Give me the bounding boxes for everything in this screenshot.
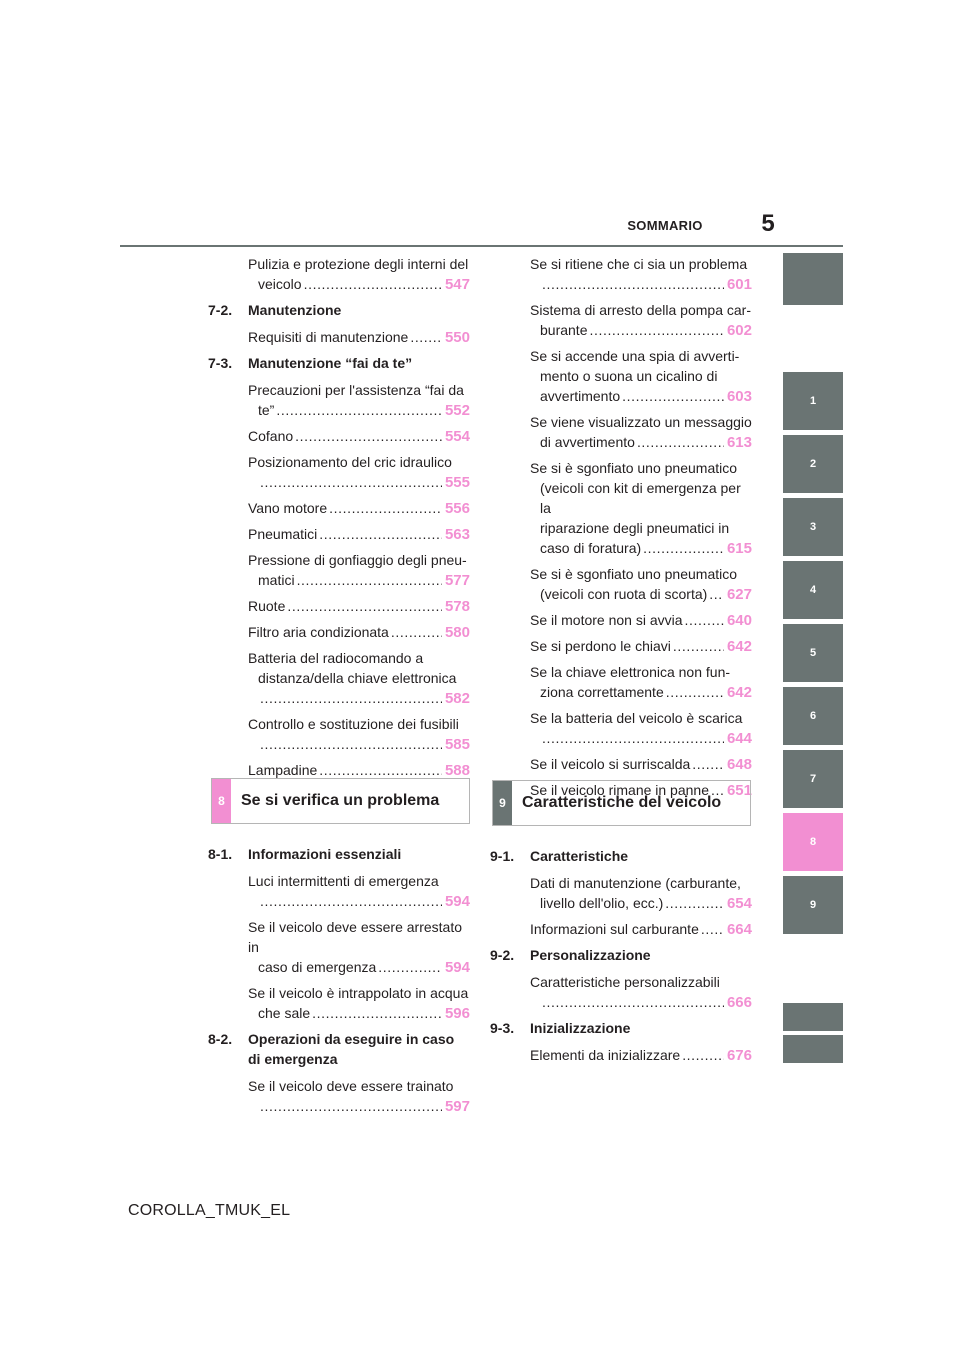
sidebar-tab-chapter-4[interactable]: 4	[783, 561, 843, 619]
toc-entry-text: Posizionamento del cric idraulico	[248, 454, 452, 470]
section-title: Personalizzazione	[530, 947, 651, 963]
page-reference-link[interactable]: 580	[444, 624, 470, 641]
toc-section-heading	[208, 300, 470, 320]
toc-section-heading	[208, 353, 470, 373]
toc-entry-text: Se si accende una spia di avverti-	[530, 348, 740, 364]
page-reference-link[interactable]: 550	[444, 329, 470, 346]
section-title: Inizializzazione	[530, 1020, 631, 1036]
dot-leader	[260, 891, 442, 911]
dot-leader	[276, 400, 442, 420]
section-number: 8-1.	[208, 846, 233, 862]
dot-leader	[637, 432, 724, 452]
toc-entry-text: Se si è sgonfiato uno pneumatico	[530, 566, 738, 582]
toc-entry-text: Sistema di arresto della pompa car-	[530, 302, 751, 318]
toc-entry[interactable]	[490, 972, 752, 1013]
dot-leader	[287, 596, 442, 616]
sidebar-top-block	[783, 253, 843, 305]
sidebar-tab-chapter-1[interactable]: 1	[783, 372, 843, 430]
page-reference-link[interactable]: 676	[726, 1047, 752, 1064]
toc-section-heading	[208, 844, 470, 864]
toc-entry-text: te”	[258, 402, 275, 418]
chapter-number-tab: 9	[493, 781, 512, 825]
toc-entry-text: caso di foratura)	[540, 540, 642, 556]
page-reference-link[interactable]: 651	[726, 782, 752, 799]
page-reference-link[interactable]: 585	[444, 736, 470, 753]
toc-entry[interactable]	[490, 458, 752, 559]
page-reference-link[interactable]: 555	[444, 474, 470, 491]
section-title: Operazioni da eseguire in caso di emergenza	[248, 1031, 455, 1067]
page-reference-link[interactable]: 596	[444, 1005, 470, 1022]
page-reference-link[interactable]: 642	[726, 684, 752, 701]
sidebar-tab-chapter-3[interactable]: 3	[783, 498, 843, 556]
toc-entry-text: (veicoli con ruota di scorta)	[540, 586, 708, 602]
dot-leader	[666, 682, 724, 702]
dot-leader	[391, 622, 442, 642]
section-title: Manutenzione	[248, 302, 342, 318]
toc-entry[interactable]	[490, 346, 752, 407]
toc-entry-text: Controllo e sostituzione dei fusibili	[248, 716, 459, 732]
sidebar-tab-chapter-5[interactable]: 5	[783, 624, 843, 682]
toc-entry[interactable]	[490, 300, 752, 341]
toc-entry-text: Luci intermittenti di emergenza	[248, 873, 439, 889]
page-reference-link[interactable]: 597	[444, 1098, 470, 1115]
toc-entry-text: distanza/della chiave elettronica	[258, 670, 457, 686]
toc-entry[interactable]	[208, 1076, 470, 1117]
toc-right-column	[490, 254, 752, 806]
toc-entry-text: Se la batteria del veicolo è scarica	[530, 710, 743, 726]
dot-leader	[542, 992, 724, 1012]
toc-entry[interactable]	[208, 983, 470, 1024]
toc-section-heading	[490, 945, 752, 965]
dot-leader	[260, 688, 442, 708]
page-reference-link[interactable]: 642	[726, 638, 752, 655]
dot-leader	[319, 524, 442, 544]
toc-entry-text: Ruote	[248, 598, 286, 614]
dot-leader	[682, 1045, 724, 1065]
dot-leader	[260, 472, 442, 492]
toc-entry-text: ziona correttamente	[540, 684, 664, 700]
page-number: 5	[761, 210, 775, 237]
toc-entry-text: Requisiti di manutenzione	[248, 329, 409, 345]
toc-entry-text: di avvertimento	[540, 434, 635, 450]
dot-leader	[378, 957, 442, 977]
toc-entry[interactable]	[208, 426, 470, 447]
toc-entry-text: Se si perdono le chiavi	[530, 638, 671, 654]
section-number: 9-3.	[490, 1020, 515, 1036]
dot-leader	[410, 327, 442, 347]
chapter-9-heading[interactable]	[492, 780, 751, 826]
page-reference-link[interactable]: 554	[444, 428, 470, 445]
page-reference-link[interactable]: 648	[726, 756, 752, 773]
toc-entry[interactable]	[490, 610, 752, 631]
page-title: SOMMARIO	[627, 218, 703, 233]
toc-entry[interactable]	[208, 596, 470, 617]
section-number: 9-2.	[490, 947, 515, 963]
chapter-number-tab: 8	[212, 779, 231, 823]
toc-entry[interactable]	[208, 452, 470, 493]
sidebar-tab-chapter-7[interactable]: 7	[783, 750, 843, 808]
page-reference-link[interactable]: 601	[726, 276, 752, 293]
toc-entry[interactable]	[208, 380, 470, 421]
toc-entry[interactable]	[490, 662, 752, 703]
toc-entry-text: matici	[258, 572, 295, 588]
toc-entry[interactable]	[490, 708, 752, 749]
dot-leader	[329, 498, 442, 518]
dot-leader	[701, 919, 724, 939]
chapter-8-heading[interactable]	[211, 778, 470, 824]
dot-leader	[312, 1003, 442, 1023]
dot-leader	[709, 584, 724, 604]
toc-left-column	[208, 254, 470, 786]
toc-entry-text: Pressione di gonfiaggio degli pneu-	[248, 552, 467, 568]
page-reference-link[interactable]: 615	[726, 540, 752, 557]
toc-entry-text: livello dell'olio, ecc.)	[540, 895, 664, 911]
section-title: Manutenzione “fai da te”	[248, 355, 413, 371]
toc-entry[interactable]	[490, 564, 752, 605]
toc-entry-text: Elementi da inizializzare	[530, 1047, 681, 1063]
toc-entry[interactable]	[208, 254, 470, 295]
section-number: 7-2.	[208, 302, 233, 318]
page-reference-link[interactable]: 582	[444, 690, 470, 707]
toc-entry-text: Se viene visualizzato un messaggio	[530, 414, 752, 430]
toc-entry-text: Dati di manutenzione (carburante,	[530, 875, 741, 891]
dot-leader	[297, 570, 442, 590]
toc-entry[interactable]	[208, 524, 470, 545]
section-number: 9-1.	[490, 848, 515, 864]
toc-entry[interactable]	[490, 919, 752, 940]
sidebar-tab-chapter-6[interactable]: 6	[783, 687, 843, 745]
toc-entry-text: Filtro aria condizionata	[248, 624, 389, 640]
sidebar-bottom-block	[783, 1003, 843, 1031]
section-number: 7-3.	[208, 355, 233, 371]
toc-entry-text: Caratteristiche personalizzabili	[530, 974, 720, 990]
page-reference-link[interactable]: 547	[444, 276, 470, 293]
toc-entry[interactable]	[490, 1045, 752, 1066]
page-reference-link[interactable]: 666	[726, 994, 752, 1011]
toc-entry[interactable]	[208, 498, 470, 519]
page-reference-link[interactable]: 627	[726, 586, 752, 603]
page-reference-link[interactable]: 654	[726, 895, 752, 912]
document-code: COROLLA_TMUK_EL	[128, 1202, 291, 1219]
header-rule	[120, 245, 843, 247]
toc-entry[interactable]	[490, 254, 752, 295]
page-reference-link[interactable]: 588	[444, 762, 470, 779]
dot-leader	[685, 610, 724, 630]
chapter-title: Caratteristiche del veicolo	[522, 794, 722, 811]
section-number: 8-2.	[208, 1031, 233, 1047]
page-reference-link[interactable]: 644	[726, 730, 752, 747]
toc-entry-text: riparazione degli pneumatici in	[540, 520, 730, 536]
chapter-title: Se si verifica un problema	[241, 792, 440, 809]
toc-entry[interactable]	[490, 412, 752, 453]
toc-entry-text: Se il veicolo deve essere arrestato in	[248, 919, 462, 955]
toc-entry[interactable]	[208, 327, 470, 348]
sidebar-tab-chapter-2[interactable]: 2	[783, 435, 843, 493]
toc-entry[interactable]	[208, 550, 470, 591]
toc-entry-text: Se la chiave elettronica non fun-	[530, 664, 731, 680]
toc-left-column-after	[208, 841, 470, 1122]
page-reference-link[interactable]: 552	[444, 402, 470, 419]
toc-entry-text: (veicoli con kit di emergenza per la	[540, 480, 741, 516]
toc-entry[interactable]	[208, 714, 470, 755]
toc-entry-text: Pulizia e protezione degli interni del	[248, 256, 469, 272]
page-reference-link[interactable]: 664	[726, 921, 752, 938]
toc-entry-text: Lampadine	[248, 762, 318, 778]
toc-entry-text: Pneumatici	[248, 526, 318, 542]
toc-entry-text: caso di emergenza	[258, 959, 377, 975]
sidebar-tab-chapter-8[interactable]: 8	[783, 813, 843, 871]
toc-entry-text: Se si ritiene che ci sia un problema	[530, 256, 748, 272]
toc-entry-text: Informazioni sul carburante	[530, 921, 699, 937]
dot-leader	[319, 760, 442, 780]
dot-leader	[622, 386, 724, 406]
toc-entry[interactable]	[208, 917, 470, 978]
toc-entry[interactable]	[490, 636, 752, 657]
sidebar-bottom-block	[783, 1035, 843, 1063]
page-reference-link[interactable]: 640	[726, 612, 752, 629]
page-reference-link[interactable]: 603	[726, 388, 752, 405]
toc-entry-text: Vano motore	[248, 500, 328, 516]
toc-entry[interactable]	[208, 648, 470, 709]
dot-leader	[692, 754, 724, 774]
page-reference-link[interactable]: 594	[444, 959, 470, 976]
page-reference-link[interactable]: 577	[444, 572, 470, 589]
dot-leader	[295, 426, 442, 446]
dot-leader	[643, 538, 724, 558]
page-reference-link[interactable]: 556	[444, 500, 470, 517]
dot-leader	[260, 734, 442, 754]
page-reference-link[interactable]: 563	[444, 526, 470, 543]
toc-right-column-after	[490, 843, 752, 1071]
toc-entry-text: avvertimento	[540, 388, 621, 404]
toc-entry-text: mento o suona un cicalino di	[540, 368, 718, 384]
sidebar-tab-chapter-9[interactable]: 9	[783, 876, 843, 934]
dot-leader	[542, 274, 724, 294]
toc-entry[interactable]	[208, 871, 470, 912]
toc-entry-text: Se il motore non si avvia	[530, 612, 683, 628]
toc-section-heading	[490, 846, 752, 866]
toc-section-heading	[208, 1029, 470, 1069]
toc-entry-text: che sale	[258, 1005, 311, 1021]
dot-leader	[542, 728, 724, 748]
toc-entry[interactable]	[208, 622, 470, 643]
toc-entry-text: Batteria del radiocomando a	[248, 650, 424, 666]
page-reference-link[interactable]: 613	[726, 434, 752, 451]
dot-leader	[260, 1096, 442, 1116]
page-reference-link[interactable]: 594	[444, 893, 470, 910]
dot-leader	[665, 893, 724, 913]
dot-leader	[304, 274, 442, 294]
toc-entry-text: Se il veicolo deve essere trainato	[248, 1078, 454, 1094]
dot-leader	[673, 636, 724, 656]
section-title: Caratteristiche	[530, 848, 629, 864]
toc-entry-text: Precauzioni per l'assistenza “fai da	[248, 382, 464, 398]
toc-entry[interactable]	[490, 873, 752, 914]
toc-entry-text: veicolo	[258, 276, 302, 292]
section-title: Informazioni essenziali	[248, 846, 402, 862]
toc-entry-text: Se si è sgonfiato uno pneumatico	[530, 460, 738, 476]
toc-entry-text: Cofano	[248, 428, 294, 444]
page-reference-link[interactable]: 602	[726, 322, 752, 339]
toc-entry-text: Se il veicolo è intrappolato in acqua	[248, 985, 469, 1001]
page-reference-link[interactable]: 578	[444, 598, 470, 615]
toc-entry-text: burante	[540, 322, 588, 338]
toc-entry-text: Se il veicolo si surriscalda	[530, 756, 691, 772]
dot-leader	[589, 320, 723, 340]
toc-section-heading	[490, 1018, 752, 1038]
toc-entry[interactable]	[490, 754, 752, 775]
toc-entry-text: Se il veicolo rimane in panne	[530, 782, 709, 798]
